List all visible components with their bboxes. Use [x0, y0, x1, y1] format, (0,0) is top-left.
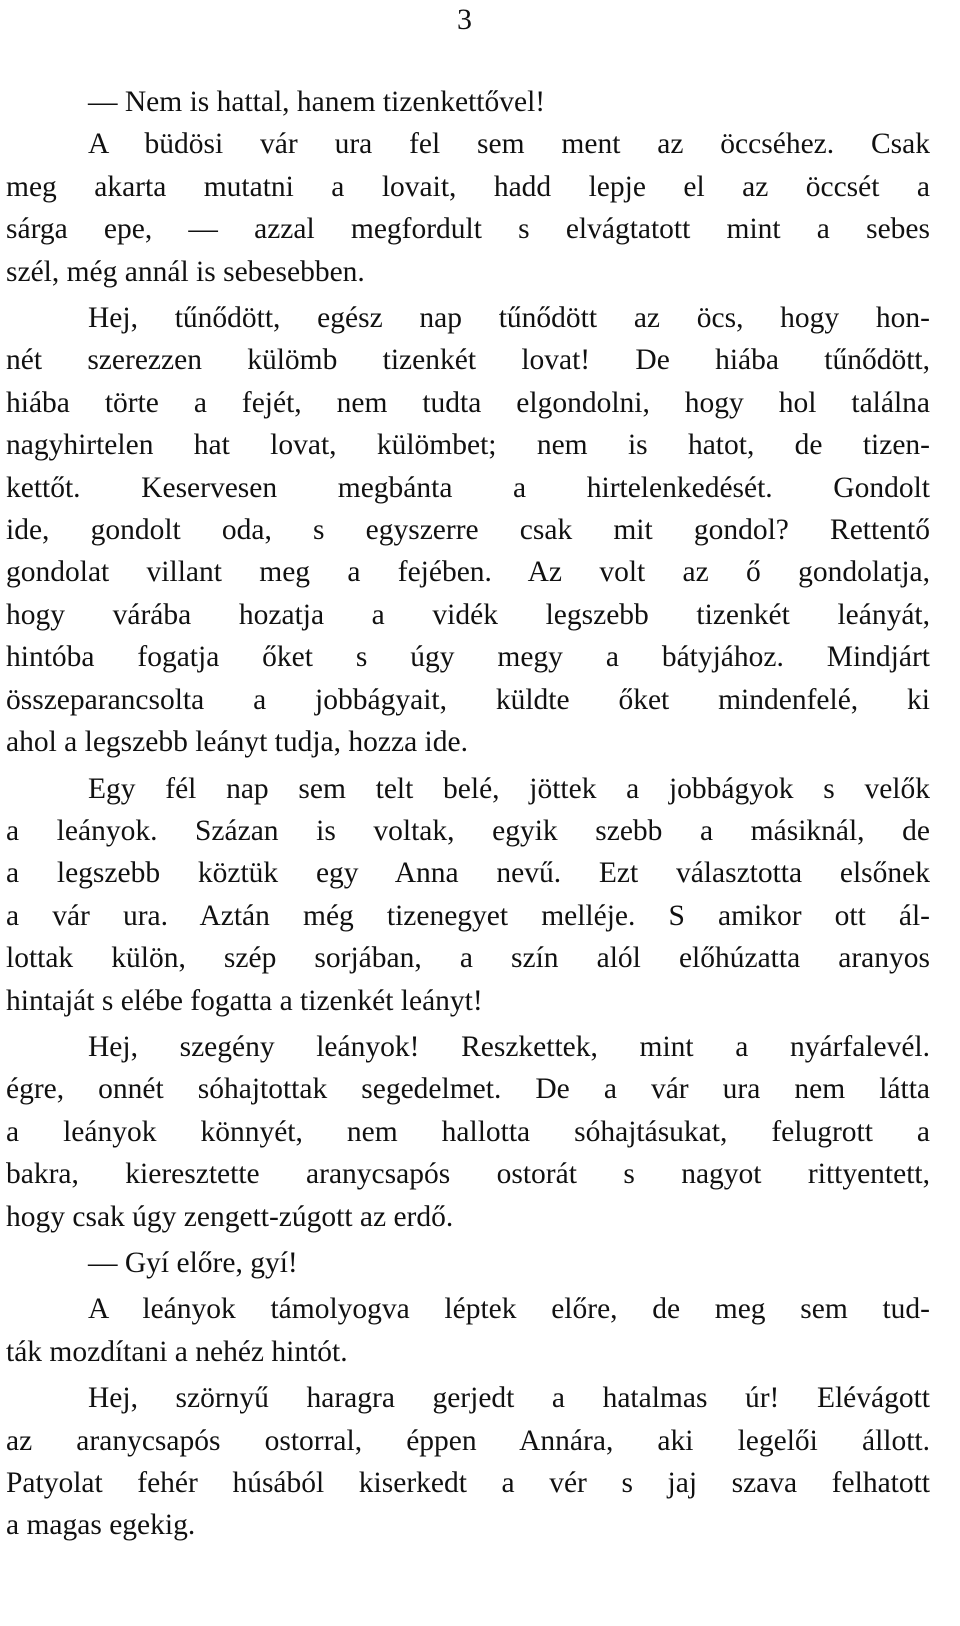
- paragraph: [6, 123, 930, 293]
- paragraph: [6, 1377, 930, 1547]
- text-line: ahol a legszebb leányt tudja, hozza ide.: [6, 726, 468, 759]
- text-line: szél, még annál is sebesebben.: [6, 255, 365, 288]
- text-line: Patyolat fehér húsából kiserkedt a vér s jaj szava felhatott: [6, 1467, 930, 1499]
- text-line: a vár ura. Aztán még tizenegyet melléje. S amikor ott ál-: [6, 899, 930, 932]
- text-line: Egy fél nap sem telt belé, jöttek a jobbágyok s velők: [88, 772, 930, 805]
- text-line: a leányok könnyét, nem hallotta sóhajtásukat, felugrott a: [6, 1115, 930, 1148]
- text-line: bakra, kieresztette aranycsapós ostorát s nagyot rittyentett,: [6, 1158, 930, 1191]
- paragraph: [6, 768, 930, 1022]
- text-line: az aranycsapós ostorral, éppen Annára, aki legelői állott.: [6, 1424, 930, 1457]
- text-line: hiába törte a fejét, nem tudta elgondolni, hogy hol találna: [6, 386, 930, 419]
- text-line: A büdösi vár ura fel sem ment az öccséhez. Csak: [88, 128, 930, 161]
- text-line: ták mozdítani a nehéz hintót.: [6, 1335, 348, 1368]
- text-line: nét szerezzen külömb tizenkét lovat! De hiába tűnődött,: [6, 344, 930, 377]
- text-line: összeparancsolta a jobbágyait, küldte őket mindenfelé, ki: [6, 683, 930, 716]
- paragraph: [6, 81, 930, 123]
- text-line: a leányok. Százan is voltak, egyik szebb a másiknál, de: [6, 814, 930, 847]
- page-body: [6, 81, 930, 1547]
- text-line: Hej, szegény leányok! Reszkettek, mint a nyárfalevél.: [88, 1030, 930, 1063]
- paragraph: [6, 1242, 930, 1284]
- text-line: Hej, tűnődött, egész nap tűnődött az öcs, hogy hon-: [88, 302, 930, 335]
- text-line: Hej, szörnyű haragra gerjedt a hatalmas úr! Elévágott: [88, 1382, 930, 1415]
- text-line: égre, onnét sóhajtottak segedelmet. De a vár ura nem látta: [6, 1073, 930, 1106]
- paragraph: [6, 1026, 930, 1238]
- text-line: hogy várába hozatja a vidék legszebb tizenkét leányát,: [6, 598, 930, 631]
- text-line: hintóba fogatja őket s úgy megy a bátyjához. Mindjárt: [6, 641, 930, 674]
- text-line: ide, gondolt oda, s egyszerre csak mit gondol? Rettentő: [6, 514, 930, 547]
- text-line: nagyhirtelen hat lovat, külömbet; nem is hatot, de tizen-: [6, 429, 930, 462]
- text-line: sárga epe, — azzal megfordult s elvágtatott mint a sebes: [6, 213, 930, 246]
- text-line: lottak külön, szép sorjában, a szín alól előhúzatta aranyos: [6, 942, 930, 975]
- text-line: kettőt. Keservesen megbánta a hirtelenkedését. Gondolt: [6, 471, 930, 504]
- page-number: 3: [457, 3, 472, 36]
- text-line: — Gyí előre, gyí!: [88, 1246, 298, 1279]
- paragraph: [6, 297, 930, 763]
- text-line: — Nem is hattal, hanem tizenkettővel!: [88, 86, 546, 118]
- text-line: meg akarta mutatni a lovait, hadd lepje el az öccsét a: [6, 170, 930, 203]
- text-line: hogy csak úgy zengett-zúgott az erdő.: [6, 1200, 454, 1233]
- text-line: a legszebb köztük egy Anna nevű. Ezt választotta elsőnek: [6, 857, 930, 890]
- text-line: A leányok támolyogva léptek előre, de meg sem tud-: [88, 1293, 930, 1326]
- text-line: a magas egekig.: [6, 1509, 196, 1542]
- paragraph: [6, 1288, 930, 1373]
- text-line: gondolat villant meg a fejében. Az volt az ő gondolatja,: [6, 556, 930, 589]
- text-line: hintaját s elébe fogatta a tizenkét leányt!: [6, 984, 483, 1017]
